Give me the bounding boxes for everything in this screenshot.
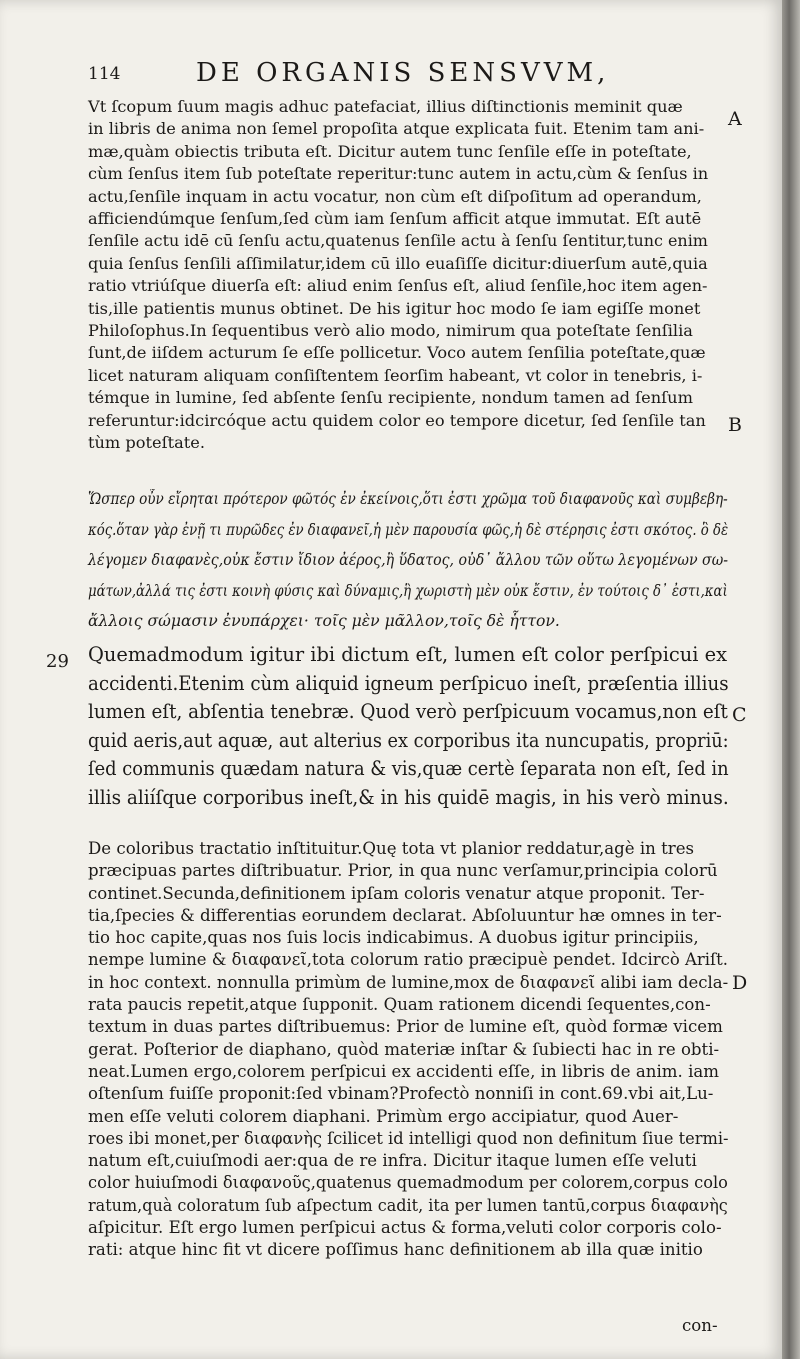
greek-line: κός.ὅταν γὰρ ἐνῇ τι πυρῶδες ἐν διαφανεῖ,ἡ μὲν παρουσία φῶς,ἡ δὲ στέρησις ἐστι σκότος. ὃ δὲ	[88, 520, 729, 539]
text-line: tia,ſpecies & differentias eorundem declarat. Abſoluuntur hæ omnes in ter-	[88, 905, 722, 925]
text-line: natum eſt,cuiuſmodi aer:qua de re infra. Dicitur itaque lumen eſſe veluti	[88, 1151, 697, 1171]
text-line: textum in duas partes diſtribuemus: Prior de lumine eſt, quòd formæ vicem	[88, 1017, 723, 1037]
margin-letter-d: D	[732, 972, 748, 994]
paragraph-d	[88, 838, 728, 1262]
margin-letter-a: A	[728, 108, 742, 130]
text-line: men eſſe veluti colorem diaphani. Primùm ergo accipiatur, quod Auer-	[88, 1106, 679, 1126]
text-line: neat.Lumen ergo,colorem perſpicui ex accidenti eſſe, in libris de anim. iam	[88, 1061, 720, 1081]
text-line: ſunt,de iiſdem acturum ſe eſſe pollicetur. Voco autem ſenſilia poteſtate,quæ	[88, 343, 706, 363]
running-title: DE ORGANIS SENSVVM,	[196, 58, 610, 88]
paragraph-c	[88, 641, 728, 813]
margin-letter-c: C	[732, 704, 747, 726]
text-line: rati: atque hinc fit vt dicere poſſimus hanc definitionem ab illa quæ initio	[88, 1240, 703, 1260]
text-line: ſenſile actu idē cū ſenſu actu,quatenus ſenſile actu à ſenſu ſentitur,tunc enim	[88, 231, 708, 251]
text-line: tio hoc capite,quas nos ſuis locis indicabimus. A duobus igitur principiis,	[88, 928, 699, 948]
text-line: oſtenſum fuiſſe proponit:ſed vbinam?Profectò nonniſi in cont.69.vbi ait,Lu-	[88, 1084, 714, 1104]
text-line: témque in lumine, ſed abſente ſenſu recipiente, nondum tamen ad ſenſum	[88, 388, 693, 408]
text-line: Quemadmodum igitur ibi dictum eſt, lumen eſt color perſpicui ex	[88, 643, 728, 666]
text-line: afficiendúmque ſenſum,ſed cùm iam ſenſum afficit atque immutat. Eſt autē	[88, 209, 702, 229]
text-line: Vt ſcopum ſuum magis adhuc patefaciat, illius diſtinctionis meminit quæ	[88, 97, 683, 116]
text-line: aſpicitur. Eſt ergo lumen perſpicui actus & forma,veluti color corporis colo-	[88, 1218, 722, 1238]
text-line: rata paucis repetit,atque ſupponit. Quam rationem dicendi ſequentes,con-	[88, 995, 711, 1015]
text-line: ſed communis quædam natura & vis,quæ certè ſeparata non eſt, ſed in	[88, 757, 729, 781]
text-line: tùm poteſtate.	[88, 433, 205, 453]
margin-letter-b: B	[728, 414, 742, 436]
text-line: color huiuſmodi διαφανοῦς,quatenus quemadmodum per colorem,corpus colo	[88, 1173, 728, 1193]
text-line: referuntur:idcircóque actu quidem color eo tempore dicetur, ſed ſenſile tan	[88, 410, 706, 430]
text-line: accidenti.Etenim cùm aliquid igneum perſpicuo ineſt, præſentia illius	[88, 671, 729, 695]
greek-line: ἄλλοις σώμασιν ἐνυπάρχει· τοῖς μὲν μᾶλλον,τοῖς δὲ ἧττον.	[88, 612, 560, 630]
text-line: in hoc context. nonnulla primùm de lumine,mox de διαφανεῖ alibi iam decla-	[88, 972, 729, 992]
greek-quotation	[88, 484, 728, 637]
page-edge-shadow	[782, 0, 800, 1359]
greek-line: Ὥσπερ οὖν εἴρηται πρότερον φῶτός ἐν ἐκείνοις,ὅτι ἐστι χρῶμα τοῦ διαφανοῦς καὶ συμβεβη-	[88, 490, 728, 508]
text-line: illis aliíſque corporibus ineſt,& in his quidē magis, in his verò minus.	[88, 785, 729, 809]
text-line: Philoſophus.In ſequentibus verò alio modo, nimirum qua poteſtate ſenſilia	[88, 321, 693, 341]
text-line: ratum,quà coloratum ſub aſpectum cadit, ita per lumen tantū,corpus διαφανὴς	[88, 1195, 728, 1215]
greek-line: λέγομεν διαφανὲς,οὐκ ἔστιν ἴδιον ἀέρος,ἢ ὕδατος, οὐδ᾽ ἄλλου τῶν οὕτω λεγομένων σω-	[88, 551, 729, 569]
page-number: 114	[88, 64, 121, 84]
text-line: nempe lumine & διαφανεῖ,tota colorum ratio præcipuè pendet. Idcircò Ariſt.	[88, 950, 728, 970]
text-line: tis,ille patientis munus obtinet. De his igitur hoc modo ſe iam egiſſe monet	[88, 298, 701, 318]
text-line: De coloribus tractatio inſtituitur.Quę tota vt planior reddatur,agè in tres	[88, 839, 695, 858]
text-line: gerat. Poſterior de diaphano, quòd materiæ inſtar & ſubiecti hac in re obti-	[88, 1039, 720, 1059]
text-line: continet.Secunda,definitionem ipſam coloris venatur atque proponit. Ter-	[88, 883, 705, 903]
text-line: roes ibi monet,per διαφανὴς ſcilicet id intelligi quod non definitum ſiue termi-	[88, 1128, 729, 1148]
greek-line: μάτων,ἀλλά τις ἐστι κοινὴ φύσις καὶ δύναμις,ἣ χωριστὴ μὲν οὐκ ἔστιν, ἐν τούτοις δ᾽ ἐστι,καὶ	[88, 581, 728, 600]
text-line: cùm ſenſus item ſub poteſtate reperitur:tunc autem in actu,cùm & ſenſus in	[88, 164, 709, 184]
text-line: ratio vtriúſque diuerſa eſt: aliud enim ſenſus eſt, aliud ſenſile,hoc item agen-	[88, 276, 708, 296]
text-line: mæ,quàm obiectis tributa eſt. Dicitur autem tunc ſenſile eſſe in poteſtate,	[88, 141, 692, 161]
paragraph-a	[88, 96, 708, 455]
section-number: 29	[46, 651, 69, 672]
text-line: quid aeris,aut aquæ, aut alterius ex corporibus ita nuncupatis, propriū:	[88, 728, 729, 752]
text-line: præcipuas partes diſtribuatur. Prior, in qua nunc verſamur,principia colorū	[88, 861, 718, 881]
text-line: lumen eſt, abſentia tenebræ. Quod verò perſpicuum vocamus,non eſt	[88, 700, 728, 724]
catchword: con-	[682, 1316, 718, 1335]
text-line: actu,ſenſile inquam in actu vocatur, non cùm eſt diſpoſitum ad operandum,	[88, 186, 702, 206]
text-line: quia ſenſus ſenſili aſſimilatur,idem cū illo euaſiſſe dicitur:diuerſum autē,quia	[88, 253, 708, 273]
page-header	[88, 58, 708, 88]
text-line: in libris de anima non ſemel propoſita atque explicata fuit. Etenim tam ani-	[88, 119, 705, 139]
text-line: licet naturam aliquam conſiſtentem ſeorſim habeant, vt color in tenebris, i-	[88, 365, 703, 385]
